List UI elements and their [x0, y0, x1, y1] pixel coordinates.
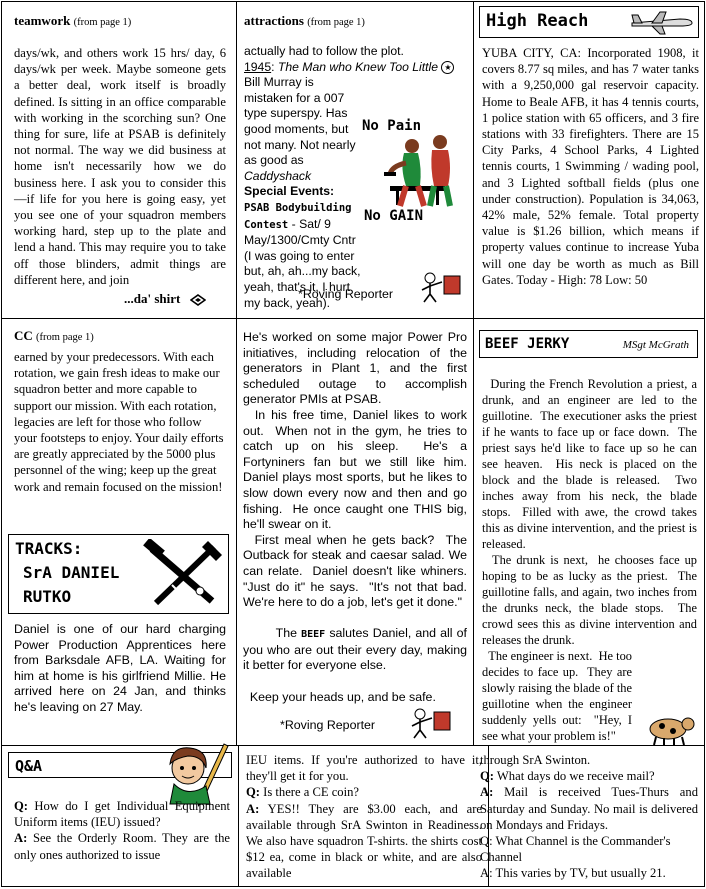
q4-line: Q: What Channel is the Commander's Channel — [480, 834, 671, 865]
diamond-icon — [190, 294, 206, 306]
q2-line: Q: Is there a CE coin? — [246, 785, 359, 800]
a4-line: A: This varies by TV, but usually 21. — [480, 866, 666, 881]
joke-paragraph-3: The engineer is next. He too decides to face up. They are slowly raising the blade of the guillotine when the engineer suddenly yells out: "Hey, I see what your problem is!" — [482, 649, 636, 743]
tracks-title-box — [8, 534, 229, 614]
high-reach-body: YUBA CITY, CA: Incorporated 1908, it covers 8.77 sq miles, and has 7 water tanks with a 9,250,000 gal reservoir capacity. Home to Beale AFB, it has 4 tennis courts, 1 police station with 65 officers, and 3 fire stations with 33 firefighters. There are 15 City Parks, 4 School Parks, 4 Lighted tennis courts, 1 Swimming / wading pool, and 3 Lighted softball fields (plus one under construction). Population is 34,063, 42% male, 52% female. Total property value is $1.26 billion, which means if property values continue to increase Yuba will one day be worth as much as Bill Gates. Today - High: 78 Low: 50 — [482, 46, 699, 287]
profile-paragraph-1: He's worked on some major Power Pro initiatives, including relocation of the generators in Plant 1, and the first scheduled outage to accomplish generator PMIs at PSAB. — [243, 330, 467, 407]
teamwork-jump-text: ...da' shirt — [124, 291, 181, 306]
teamwork-title: teamwork — [14, 13, 71, 28]
cc-body: earned by your predecessors. With each rotation, we gain fresh ideas to make our squadron better and more capable to support our mission. With each rotation, legacies are left for those who follow your footsteps to enjoy. Your daily efforts are greatly appreciated by the 5000 plus personnel of the wing; keep up the great work and remain focused on the mission! — [14, 350, 224, 494]
qa-col2-lead: IEU items. If you're authorized to have it, they'll get it for you. — [246, 753, 482, 784]
high-reach-title: High Reach — [486, 11, 589, 31]
attractions-byline: *Roving Reporter — [298, 287, 394, 301]
cc-continued-note: (from page 1) — [36, 332, 94, 343]
movie-comparison: Caddyshack — [244, 168, 312, 183]
teamwork-jump-line — [124, 291, 206, 307]
beef-jerky-title-box — [479, 330, 698, 358]
attractions-heading — [244, 13, 365, 29]
high-reach-title-box — [479, 6, 699, 38]
profile-byline: *Roving Reporter — [280, 718, 376, 732]
tracks-title-line1: TRACKS: — [15, 539, 83, 558]
beef-jerky-body — [482, 376, 701, 744]
attractions-line1: actually had to follow the plot. — [244, 44, 404, 58]
movie-listing: 1945: The Man who Knew Too Little ★ — [244, 60, 468, 76]
column-divider-1-row3 — [238, 745, 239, 887]
rating-icon: ★ — [441, 61, 454, 74]
q1-text: How do I get Individual Equipment Uniform items (IEU) issued? — [14, 799, 230, 830]
cc-title: CC — [14, 328, 33, 343]
column-divider-2-row2 — [473, 318, 474, 745]
no-gain-text: No GAIN — [364, 208, 424, 224]
row-divider-bottom — [1, 745, 705, 746]
teamwork-heading — [14, 13, 131, 29]
tracks-title-line2: SrA DANIEL — [23, 563, 120, 582]
no-pain-no-gain-cartoon — [360, 108, 470, 228]
q1-label: Q: — [14, 799, 28, 813]
profile-paragraph-2: In his free time, Daniel likes to work out. When not in the gym, he tries to catch up on his sleep. He's a Fortyniners fan but we still like him. Daniel plays most sports, but he likes to slow down every now and then and go fishing. He once caught one THIS big, he'll swear on it. — [243, 407, 474, 532]
a3-line: A: Mail is received Tues-Thurs and Saturday and Sunday. No mail is delivered on Mondays and Fridays. — [480, 785, 698, 832]
a1-label: A: — [14, 831, 28, 846]
special-event-name: PSAB Bodybuilding Contest — [244, 201, 352, 231]
qa-col3-lead: through SrA Swinton. — [480, 753, 591, 767]
rutko-profile-body — [243, 330, 474, 705]
tracks-title-line3: RUTKO — [23, 587, 72, 606]
qa-title: Q&A — [15, 757, 43, 775]
qa-column-1 — [14, 798, 230, 863]
joke-paragraph-2: The drunk is next, he chooses face up hoping to be as lucky as the priest. The guillotine falls, and again, two inches from the drunks neck, the blade stops. The crowd sees this as divine intervention and releases the drunk. — [482, 553, 701, 647]
cc-heading — [14, 328, 94, 344]
special-events-label: Special Events: — [244, 184, 335, 199]
beef-wordmark: BEEF — [301, 629, 326, 641]
attractions-title: attractions — [244, 13, 304, 28]
row-divider-top — [1, 318, 705, 319]
column-divider-1-row2 — [236, 318, 237, 745]
roving-reporter-icon-2 — [408, 706, 452, 740]
cow-icon — [642, 712, 698, 746]
profile-paragraph-5: Keep your heads up, and be safe. — [243, 689, 436, 704]
special-event-detail: - Sat/ 9 May/1300/Cmty Cntr (I was going to enter but, ah, ah...my back, yeah, that's it, I hurt my back, yeah). — [244, 216, 361, 310]
qa-column-3 — [480, 752, 698, 882]
movie-review: Bill Murray is mistaken for a 007 type superspy. Has good moments, but not many. Not nearly as good as Caddyshack — [244, 75, 356, 183]
a1-text: See the Orderly Room. They are the only ones authorized to issue — [14, 831, 230, 862]
joke-paragraph-1: During the French Revolution a priest, a drunk, and an engineer are led to the guillotine. The executioner asks the priest if he wants to face up or face down. The priest says he'd like to face up so he can see heaven. His neck is placed on the block and the blade is released. Two inches away from his neck, the blade stops. Filled with awe, the crowd takes this as divine intervention, and the priest is released. — [482, 377, 701, 551]
roving-reporter-icon — [418, 270, 462, 304]
q3-line: Q: What days do we receive mail? — [480, 769, 655, 784]
teamwork-continued-note: (from page 1) — [73, 17, 132, 28]
movie-year: 1945 — [244, 59, 272, 74]
beef-jerky-author: MSgt McGrath — [622, 339, 689, 351]
movie-title: The Man who Knew Too Little — [277, 59, 439, 74]
teamwork-body: days/wk, and others work 15 hrs/ day, 6 days/wk per week. Maybe someone gets a better deal, work itself is broadly defined. Is sitting in an office comparable with working in the scorching sun? One thing for sure, life at PSAB is definitely not normal. The way we did business at home isn't necessarily how we do business here. I ask you to consider this—if life for you here is going easy, yet you see one of your squadron members working hard, step up to the plate and lend a hand. This may require you to take off those blinders, admit things are different here, and join — [14, 46, 226, 287]
crossed-tools-icon — [142, 539, 224, 611]
profile-paragraph-4: The BEEF salutes Daniel, and all of you who are out their every day, making it better for everyone else. — [243, 626, 471, 673]
no-pain-text: No Pain — [362, 118, 422, 134]
tracks-body: Daniel is one of our hard charging Power Production Apprentices here from Barksdale AFB, LA. Waiting for him at home is his girlfriend Millie. He arrived here on 24 Jan, and thinks he's leaving on 27 May. — [14, 622, 226, 714]
a2-line: A: YES!! They are $3.00 each, and are available through SrA Swinton in Readiness. We also have squadron T-shirts. the shirts cost $12 ea, come in black or white, and are also available — [246, 801, 482, 881]
column-divider-2-row1 — [473, 1, 474, 318]
airplane-icon — [630, 9, 694, 35]
attractions-continued-note: (from page 1) — [307, 17, 365, 28]
column-divider-1-row1 — [236, 1, 237, 318]
qa-column-2 — [246, 752, 482, 882]
profile-paragraph-3: First meal when he gets back? The Outback for steak and caesar salad. We can relate. Daniel doesn't like whiners. "Just do it" he says. "It's not that bad. We're here to do a job, let's get it done." — [243, 532, 474, 610]
beef-jerky-title: BEEF JERKY — [485, 336, 570, 352]
